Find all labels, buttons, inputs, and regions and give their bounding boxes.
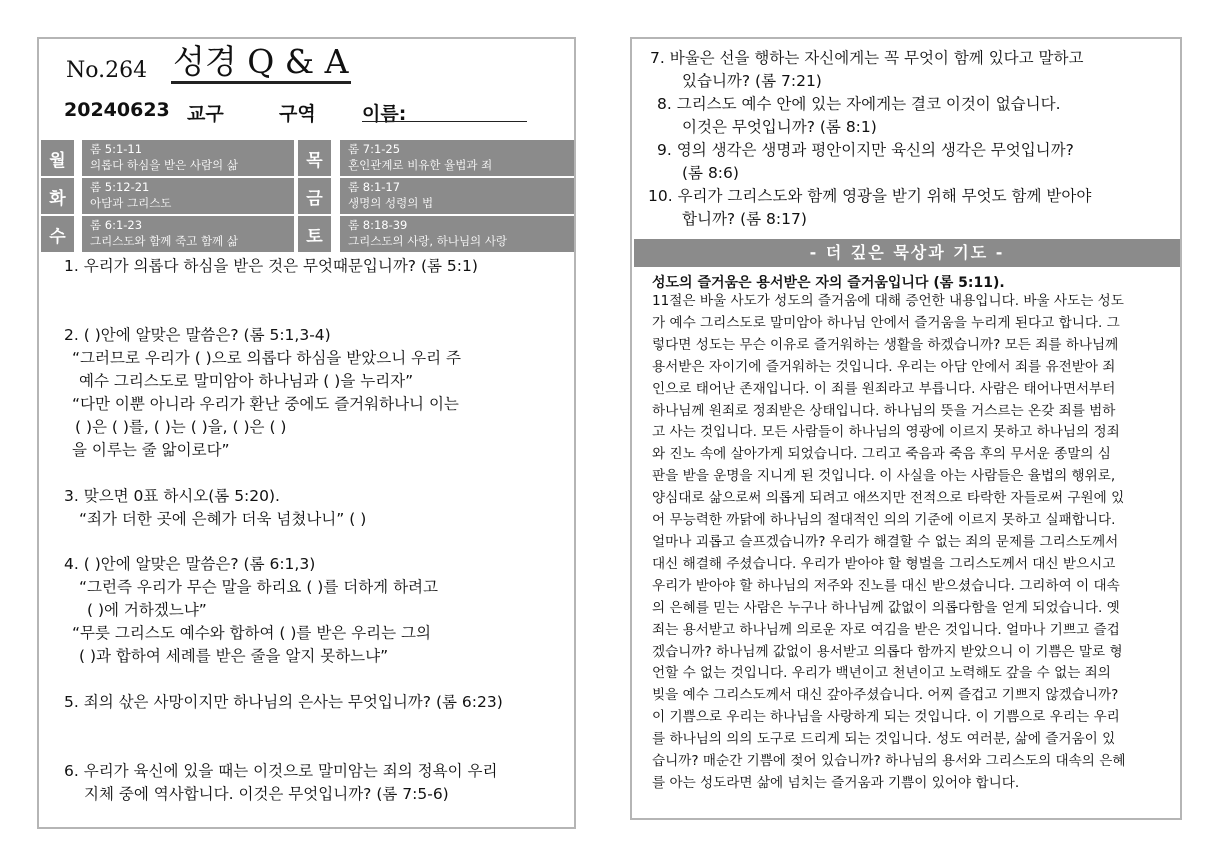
meditation-line: 겠습니까? 하나님께 값없이 용서받고 의롭다 함까지 받았으니 이 기쁨은 말로 형 [652, 643, 1123, 660]
question-text: ( )은 ( )를, ( )는 ( )을, ( )은 ( ) [75, 418, 287, 436]
question-text: 을 이루는 줄 앎이로다” [72, 441, 230, 459]
meditation-line: 의 은혜를 믿는 사람은 누구나 하나님께 값없이 의롭다함을 얻게 되었습니다. 옛 [652, 599, 1120, 616]
question-7: 7. 바울은 선을 행하는 자신에게는 꼭 무엇이 함께 있다고 말하고 [650, 49, 1084, 67]
meditation-line: 와 진노 속에 살아가게 되었습니다. 그리고 죽음과 죽음 후의 무서운 종말의 심 [652, 446, 1111, 463]
question-text: ( )에 거하겠느냐” [87, 601, 207, 619]
info-row [64, 99, 564, 127]
reading-title: 그리스도의 사랑, 하나님의 사랑 [348, 234, 508, 248]
schedule-cell [82, 216, 294, 252]
meditation-heading: 성도의 즐거움은 용서받은 자의 즐거움입니다 (롬 5:11). [652, 275, 1005, 291]
reading-title: 아담과 그리스도 [90, 196, 172, 210]
question-1: 1. 우리가 의롭다 하심을 받은 것은 무엇때문입니까? (롬 5:1) [64, 257, 478, 275]
question-6: 6. 우리가 육신에 있을 때는 이것으로 말미암는 죄의 정욕이 우리 [64, 762, 498, 780]
reading-schedule [39, 140, 576, 254]
meditation-line: 를 하나님의 의의 도구로 드리게 되는 것입니다. 성도 여러분, 삶에 즐거움이 있 [652, 731, 1116, 748]
meditation-line: 이 기쁨으로 우리는 하나님을 사랑하게 되는 것입니다. 이 기쁨으로 우리는 우리 [652, 709, 1120, 726]
day-label: 토 [298, 216, 331, 252]
question-text: 이것은 무엇입니까? (롬 8:1) [682, 118, 877, 136]
question-text: 합니까? (롬 8:17) [682, 210, 807, 228]
meditation-line: 하나님께 원죄로 정죄받은 상태입니다. 하나님의 뜻을 거스르는 온갖 죄를 범하 [652, 402, 1116, 419]
meditation-line: 죄는 용서받고 하나님께 의로운 자로 여김을 받은 것입니다. 얼마나 기쁘고 즐겁 [652, 621, 1120, 638]
meditation-line: 어 무능력한 까닭에 하나님의 절대적인 의의 기준에 이르지 못하고 실패합니다. [652, 512, 1116, 529]
question-5: 5. 죄의 삯은 사망이지만 하나님의 은사는 무엇입니까? (롬 6:23) [64, 693, 503, 711]
meditation-banner: - 더 깊은 묵상과 기도 - [634, 239, 1180, 267]
question-2: 2. ( )안에 알맞은 말씀은? (롬 5:1,3-4) [64, 326, 331, 344]
issue-number: No.264 [66, 58, 148, 83]
question-10: 10. 우리가 그리스도와 함께 영광을 받기 위해 무엇도 함께 받아야 [648, 187, 1092, 205]
meditation-line: 양심대로 삶으로써 의롭게 되려고 애쓰지만 전적으로 타락한 자들로써 구원에 있 [652, 490, 1125, 507]
day-label: 월 [41, 140, 74, 176]
question-text: 예수 그리스도로 말미암아 하나님과 ( )을 누리자” [79, 372, 414, 390]
reading-ref: 롬 5:1-11 [90, 142, 143, 156]
meditation-line: 언할 수 없는 것입니다. 우리가 백년이고 천년이고 노력해도 갚을 수 없는 죄의 [652, 665, 1111, 682]
reading-ref: 롬 6:1-23 [90, 218, 143, 232]
question-text: ( )과 합하여 세례를 받은 줄을 알지 못하느냐” [79, 647, 389, 665]
question-3: 3. 맞으면 0표 하시오(롬 5:20). [64, 487, 280, 505]
date: 20240623 [64, 99, 170, 121]
reading-ref: 롬 8:1-17 [348, 180, 401, 194]
meditation-line: 판을 받을 운명을 지니게 된 것입니다. 이 사실을 아는 사람들은 율법의 행위로, [652, 468, 1116, 485]
question-text: “그런즉 우리가 무슨 말을 하리요 ( )를 더하게 하려고 [79, 578, 439, 596]
question-text: 지체 중에 역사합니다. 이것은 무엇입니까? (롬 7:5-6) [84, 785, 449, 803]
meditation-line: 인으로 태어난 존재입니다. 이 죄를 원죄라고 부릅니다. 사람은 태어나면서부터 [652, 380, 1116, 397]
question-text: “다만 이뿐 아니라 우리가 환난 중에도 즐거워하나니 이는 [72, 395, 459, 413]
meditation-line: 11절은 바울 사도가 성도의 즐거움에 대해 증언한 내용입니다. 바울 사도는 성도 [652, 293, 1124, 309]
meditation-line: 얼마나 괴롭고 슬프겠습니까? 우리가 해결할 수 없는 죄의 문제를 그리스도께서 [652, 533, 1119, 550]
zone-label: 구역 [279, 103, 316, 125]
question-text: “죄가 더한 곳에 은혜가 더욱 넘쳤나니” ( ) [79, 510, 367, 528]
question-9: 9. 영의 생각은 생명과 평안이지만 육신의 생각은 무엇입니까? [657, 141, 1074, 159]
reading-ref: 롬 8:18-39 [348, 218, 408, 232]
day-label: 화 [41, 178, 74, 214]
schedule-cell [340, 140, 574, 176]
question-4: 4. ( )안에 알맞은 말씀은? (롬 6:1,3) [64, 555, 316, 573]
reading-title: 생명의 성령의 법 [348, 196, 434, 210]
right-panel [630, 37, 1182, 820]
district-label: 교구 [187, 103, 224, 125]
schedule-cell [82, 178, 294, 214]
page-title: 성경 Q & A [171, 43, 351, 84]
reading-ref: 롬 7:1-25 [348, 142, 401, 156]
schedule-row [39, 140, 576, 176]
schedule-cell [340, 178, 574, 214]
reading-title: 혼인관계로 비유한 율법과 죄 [348, 158, 493, 172]
meditation-line: 습니까? 매순간 기쁨에 젖어 있습니까? 하나님의 용서와 그리스도의 대속의 은혜 [652, 753, 1126, 770]
meditation-line: 빚을 예수 그리스도께서 대신 갚아주셨습니다. 어찌 즐겁고 기쁘지 않겠습니까? [652, 687, 1119, 704]
meditation-line: 고 사는 것입니다. 모든 사람들이 하나님의 영광에 이르지 못하고 하나님의 정죄 [652, 424, 1120, 441]
name-label: 이름: [362, 103, 407, 125]
left-panel [37, 37, 576, 829]
reading-title: 의롭다 하심을 받은 사람의 삶 [90, 158, 238, 172]
day-label: 수 [41, 216, 74, 252]
day-label: 목 [298, 140, 331, 176]
question-8: 8. 그리스도 예수 안에 있는 자에게는 결코 이것이 없습니다. [657, 95, 1061, 113]
schedule-cell [340, 216, 574, 252]
schedule-row [39, 178, 576, 214]
day-label: 금 [298, 178, 331, 214]
schedule-cell [82, 140, 294, 176]
schedule-row [39, 216, 576, 252]
question-text: “그러므로 우리가 ( )으로 의롭다 하심을 받았으니 우리 주 [72, 349, 461, 367]
reading-title: 그리스도와 함께 죽고 함께 삶 [90, 234, 238, 248]
meditation-line: 우리가 받아야 할 하나님의 저주와 진노를 대신 받으셨습니다. 그리하여 이 대속 [652, 577, 1120, 594]
meditation-line: 렇다면 성도는 무슨 이유로 즐거워하는 생활을 하겠습니까? 모든 죄를 하나님께 [652, 336, 1119, 353]
meditation-line: 가 예수 그리스도로 말미암아 하나님 안에서 즐거움을 누리게 된다고 합니다. 그 [652, 314, 1120, 331]
question-text: “무릇 그리스도 예수와 합하여 ( )를 받은 우리는 그의 [72, 624, 432, 642]
meditation-body [652, 291, 1155, 795]
meditation-line: 용서받은 자이기에 즐거워하는 것입니다. 우리는 아담 안에서 죄를 유전받아 죄 [652, 358, 1116, 375]
meditation-line: 를 아는 성도라면 삶에 넘치는 즐거움과 기쁨이 있어야 합니다. [652, 774, 1020, 791]
reading-ref: 롬 5:12-21 [90, 180, 150, 194]
question-text: 있습니까? (롬 7:21) [682, 72, 822, 90]
name-blank[interactable] [362, 99, 527, 122]
question-text: (롬 8:6) [682, 164, 739, 182]
meditation-line: 대신 해결해 주셨습니다. 우리가 받아야 할 형벌을 그리스도께서 대신 받으시고 [652, 555, 1116, 572]
